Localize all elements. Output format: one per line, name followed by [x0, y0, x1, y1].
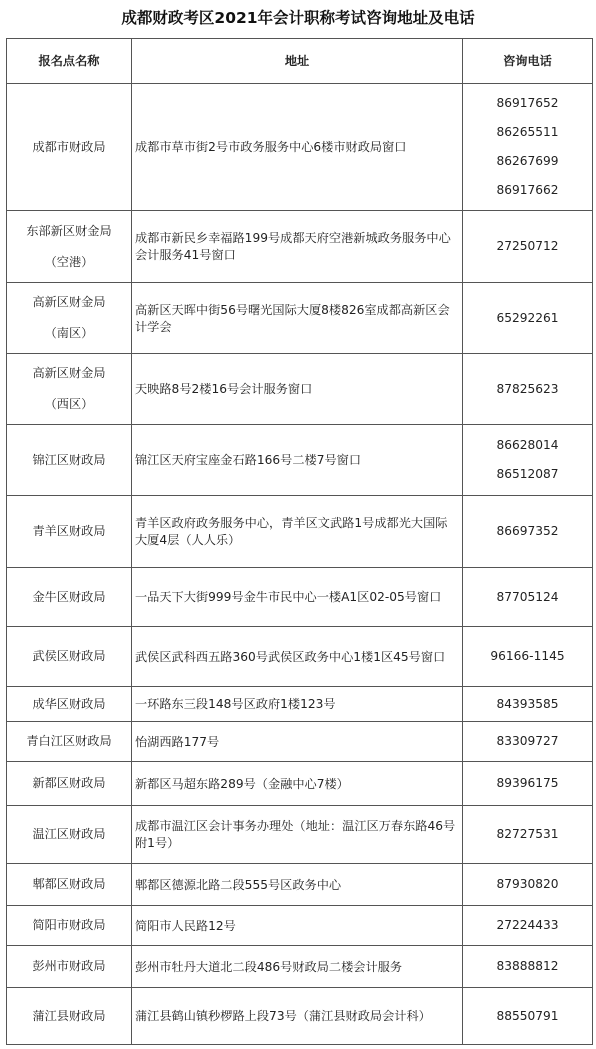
- address-cell: 怡湖西路177号: [132, 722, 463, 762]
- office-name: 武侯区财政局: [32, 649, 106, 663]
- office-name-cell: [7, 354, 132, 425]
- phone-number: 86917662: [496, 183, 559, 197]
- office-name: 高新区财金局: [32, 366, 106, 380]
- office-name-cell: [7, 762, 132, 806]
- table-header-row: [7, 39, 593, 84]
- phone-number: 27250712: [496, 239, 559, 253]
- phone-cell: [463, 568, 593, 627]
- office-name: 金牛区财政局: [32, 589, 106, 604]
- address-cell: 成都市新民乡幸福路199号成都天府空港新城政务服务中心会计服务41号窗口: [132, 211, 463, 283]
- office-name-cell: [7, 283, 132, 354]
- table-row: [7, 496, 593, 568]
- address-cell: 彭州市牡丹大道北二段486号财政局二楼会计服务: [132, 946, 463, 988]
- contact-table: [6, 38, 593, 1045]
- phone-number: 86512087: [496, 467, 559, 481]
- office-name: （南区）: [44, 326, 94, 340]
- phone-number: 65292261: [496, 310, 559, 325]
- office-name-cell: [7, 496, 132, 568]
- phone-number: 84393585: [496, 696, 559, 711]
- phone-number: 86917652: [496, 96, 559, 110]
- phone-number: 83888812: [496, 959, 559, 973]
- page-title: 成都财政考区2021年会计职称考试咨询地址及电话: [121, 9, 475, 27]
- table-row: [7, 806, 593, 864]
- office-name-cell: [7, 806, 132, 864]
- phone-cell: [463, 283, 593, 354]
- table-row: [7, 568, 593, 627]
- table-row: [7, 864, 593, 906]
- address-cell: 一品天下大街999号金牛市民中心一楼A1区02-05号窗口: [132, 568, 463, 627]
- table-row: [7, 988, 593, 1045]
- phone-number: 27224433: [496, 918, 559, 932]
- office-name-cell: [7, 84, 132, 211]
- address-cell: 郫都区德源北路二段555号区政务中心: [132, 864, 463, 906]
- office-name: 郫都区财政局: [32, 877, 106, 891]
- table-row: [7, 211, 593, 283]
- address-cell: 一环路东三段148号区政府1楼123号: [132, 687, 463, 722]
- phone-number: 87930820: [496, 877, 559, 891]
- office-name: 锦江区财政局: [32, 452, 106, 467]
- office-name-cell: [7, 946, 132, 988]
- table-row: [7, 762, 593, 806]
- address-cell: 成都市草市街2号市政务服务中心6楼市财政局窗口: [132, 84, 463, 211]
- office-name-cell: [7, 568, 132, 627]
- phone-cell: [463, 906, 593, 946]
- phone-cell: [463, 687, 593, 722]
- phone-number: 86265511: [496, 125, 559, 139]
- office-name-cell: [7, 906, 132, 946]
- header-phone: 咨询电话: [463, 39, 593, 84]
- address-cell: 武侯区武科西五路360号武侯区政务中心1楼1区45号窗口: [132, 627, 463, 687]
- table-body: [7, 84, 593, 1045]
- phone-cell: [463, 946, 593, 988]
- office-name: 东部新区财金局: [26, 223, 112, 238]
- address-cell: 锦江区天府宝座金石路166号二楼7号窗口: [132, 425, 463, 496]
- table-row: [7, 425, 593, 496]
- phone-number: 89396175: [496, 776, 559, 790]
- phone-number: 86267699: [496, 154, 559, 168]
- address-cell: 天映路8号2楼16号会计服务窗口: [132, 354, 463, 425]
- table-row: [7, 627, 593, 687]
- table-row: [7, 283, 593, 354]
- address-cell: 高新区天晖中街56号曙光国际大厦8楼826室成都高新区会计学会: [132, 283, 463, 354]
- table-row: [7, 84, 593, 211]
- phone-cell: [463, 425, 593, 496]
- office-name-cell: [7, 864, 132, 906]
- office-name: 青白江区财政局: [26, 734, 112, 748]
- phone-number: 96166-1145: [490, 649, 565, 663]
- phone-cell: [463, 211, 593, 283]
- phone-number: 87825623: [496, 381, 559, 396]
- table-row: [7, 722, 593, 762]
- phone-cell: [463, 354, 593, 425]
- address-cell: 简阳市人民路12号: [132, 906, 463, 946]
- table-row: [7, 354, 593, 425]
- address-cell: 青羊区政府政务服务中心，青羊区文武路1号成都光大国际大厦4层（人人乐）: [132, 496, 463, 568]
- office-name-cell: [7, 722, 132, 762]
- phone-cell: [463, 496, 593, 568]
- address-cell: 成都市温江区会计事务办理处（地址：温江区万春东路46号附1号）: [132, 806, 463, 864]
- phone-cell: [463, 806, 593, 864]
- phone-cell: [463, 864, 593, 906]
- office-name-cell: [7, 627, 132, 687]
- office-name: 青羊区财政局: [32, 524, 106, 538]
- header-address: 地址: [132, 39, 463, 84]
- office-name: 简阳市财政局: [32, 918, 106, 932]
- phone-number: 86628014: [496, 438, 559, 452]
- office-name-cell: [7, 687, 132, 722]
- office-name-cell: [7, 211, 132, 283]
- phone-number: 86697352: [496, 524, 559, 538]
- office-name: 新都区财政局: [32, 776, 106, 790]
- table-row: [7, 687, 593, 722]
- phone-number: 82727531: [496, 827, 559, 841]
- office-name-cell: [7, 988, 132, 1045]
- office-name: 高新区财金局: [32, 295, 106, 309]
- table-row: [7, 906, 593, 946]
- office-name-cell: [7, 425, 132, 496]
- phone-cell: [463, 627, 593, 687]
- office-name: 成华区财政局: [32, 696, 106, 711]
- phone-cell: [463, 84, 593, 211]
- phone-cell: [463, 722, 593, 762]
- office-name: 成都市财政局: [32, 139, 106, 154]
- address-cell: 新都区马超东路289号（金融中心7楼）: [132, 762, 463, 806]
- office-name: 蒲江县财政局: [32, 1008, 106, 1023]
- phone-number: 88550791: [496, 1008, 559, 1023]
- address-cell: 蒲江县鹤山镇秒椤路上段73号（蒲江县财政局会计科）: [132, 988, 463, 1045]
- phone-cell: [463, 988, 593, 1045]
- phone-number: 83309727: [496, 734, 559, 748]
- table-row: [7, 946, 593, 988]
- office-name: （空港）: [44, 254, 94, 269]
- office-name: （西区）: [44, 397, 94, 411]
- phone-number: 87705124: [496, 589, 559, 604]
- phone-cell: [463, 762, 593, 806]
- header-name: 报名点名称: [7, 39, 132, 84]
- office-name: 温江区财政局: [32, 827, 106, 841]
- office-name: 彭州市财政局: [32, 959, 106, 973]
